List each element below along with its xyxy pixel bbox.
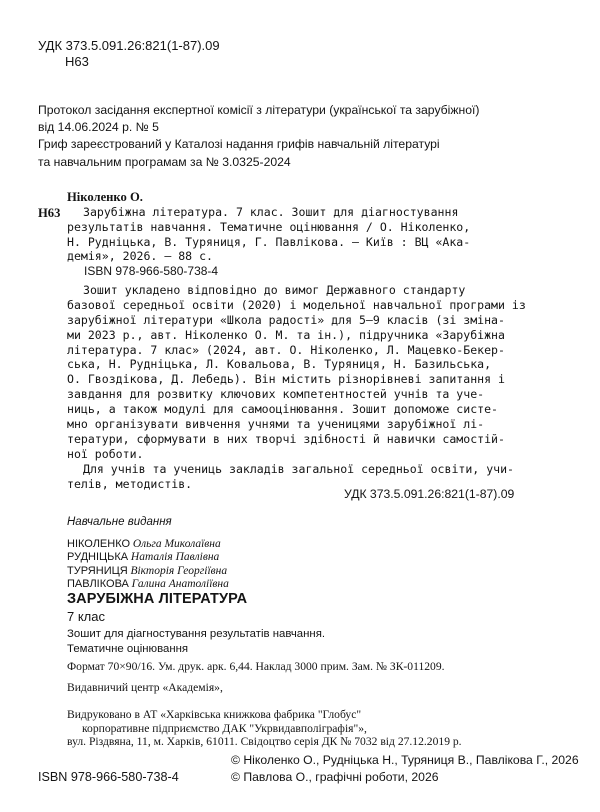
author-surname: ПАВЛІКОВА	[67, 578, 129, 591]
printer-block	[67, 708, 462, 749]
catalog-line: Зарубіжна література. 7 клас. Зошит для діагностування	[83, 205, 459, 219]
annotation-line: ми 2023 р., авт. Ніколенко О. М. та ін.), підручника «Зарубіжна	[67, 327, 505, 342]
annotation-line: зарубіжної літератури «Школа радості» для 5—9 класів (зі зміна-	[67, 312, 505, 327]
udk-bottom: УДК 373.5.091.26:821(1-87).09	[344, 487, 515, 501]
printer-line: Видруковано в АТ «Харківська книжкова фабрика "Глобус"	[67, 708, 362, 721]
annotation-line: тератури, сформувати в них творчі здібності й навички самостій-	[67, 431, 505, 446]
author-names: Ольга Миколаївна	[132, 538, 221, 550]
copyright-line: © Ніколенко О., Рудніцька Н., Туряниця В., Павлікова Г., 2026	[231, 753, 579, 767]
annotation-line: Зошит укладено відповідно до вимог Державного стандарту	[83, 283, 466, 297]
catalog-isbn: ISBN 978-966-580-738-4	[84, 264, 219, 278]
udk-top: УДК 373.5.091.26:821(1-87).09	[38, 38, 220, 53]
edition-type: Навчальне видання	[67, 516, 172, 528]
copyright-block	[231, 752, 579, 786]
subtitle-line: Тематичне оцінювання	[67, 643, 189, 655]
book-grade: 7 клас	[67, 609, 105, 624]
imprint-authors	[67, 538, 229, 592]
author-names: Галина Анатоліївна	[131, 578, 229, 591]
imprint-author	[67, 551, 229, 564]
approval-line: та навчальним програмам за № 3.0325-2024	[38, 154, 291, 169]
copyright-line: © Павлова О., графічні роботи, 2026	[231, 770, 439, 784]
author-names: Наталія Павлівна	[130, 551, 220, 564]
printer-line: корпоративне підприємство ДАК "Укрвидавполіграфія"»,	[82, 721, 367, 735]
catalog-author: Ніколенко О.	[67, 190, 143, 204]
footer-isbn: ISBN 978-966-580-738-4	[38, 770, 179, 784]
catalog-line: демія», 2026. — 88 с.	[67, 249, 213, 264]
printer-line: вул. Різдвяна, 11, м. Харків, 61011. Свідоцтво серія ДК № 7032 від 27.12.2019 р.	[67, 735, 462, 748]
annotation-line: література. 7 клас» (2024, авт. О. Ніколенко, Л. Мацевко-Бекер-	[67, 342, 505, 357]
classification-code-top: Н63	[65, 54, 89, 69]
book-subtitle	[67, 627, 325, 657]
book-title: ЗАРУБІЖНА ЛІТЕРАТУРА	[67, 591, 248, 607]
catalog-side-code: Н63	[38, 206, 61, 220]
annotation-line: завдання для розвитку ключових компетентностей учнів та уче-	[67, 387, 485, 402]
publisher: Видавничий центр «Академія»,	[67, 681, 223, 694]
annotation-line: мно організувати вивчення учнями та ученицями зарубіжної лі-	[67, 417, 485, 432]
imprint-author	[67, 578, 229, 591]
author-surname: ТУРЯНИЦЯ	[67, 564, 128, 577]
annotation-line: ська, Н. Рудніцька, Л. Ковальова, В. Туряниця, Н. Базильська,	[67, 357, 492, 372]
imprint-author	[67, 565, 229, 578]
annotation-line: базової середньої освіти (2020) і модельної навчальної програми із	[67, 297, 526, 312]
approval-line: від 14.06.2024 р. № 5	[38, 120, 159, 135]
approval-line: Гриф зареєстрований у Каталозі надання грифів навчальній літературі	[38, 137, 440, 152]
author-surname: НІКОЛЕНКО	[67, 538, 131, 550]
format-line: Формат 70×90/16. Ум. друк. арк. 6,44. Наклад 3000 прим. Зам. № ЗК-011209.	[67, 660, 445, 673]
annotation-line: О. Гвоздікова, Д. Лебедь). Він містить різнорівневі запитання і	[67, 372, 505, 387]
author-names: Вікторія Георгіївна	[130, 564, 228, 577]
catalog-record	[67, 205, 471, 264]
subtitle-line: Зошит для діагностування результатів навчання.	[67, 628, 326, 640]
approval-line: Протокол засідання експертної комісії з літератури (української та зарубіжної)	[38, 103, 480, 117]
audience-line: Для учнів та учениць закладів загальної середньої освіти, учи-	[83, 461, 515, 476]
audience-line: телів, методистів.	[67, 476, 193, 491]
annotation	[67, 283, 526, 491]
annotation-line: ної роботи.	[67, 446, 144, 461]
approval-block	[38, 102, 588, 171]
catalog-line: результатів навчання. Тематичне оцінювання / О. Ніколенко,	[67, 219, 471, 234]
imprint-author	[67, 538, 229, 551]
annotation-line: ниць, а також модулі для самооцінювання. Зошит допоможе систе-	[67, 402, 499, 417]
catalog-line: Н. Рудніцька, В. Туряниця, Г. Павлікова. — Київ : ВЦ «Ака-	[67, 234, 471, 249]
author-surname: РУДНІЦЬКА	[67, 551, 129, 564]
